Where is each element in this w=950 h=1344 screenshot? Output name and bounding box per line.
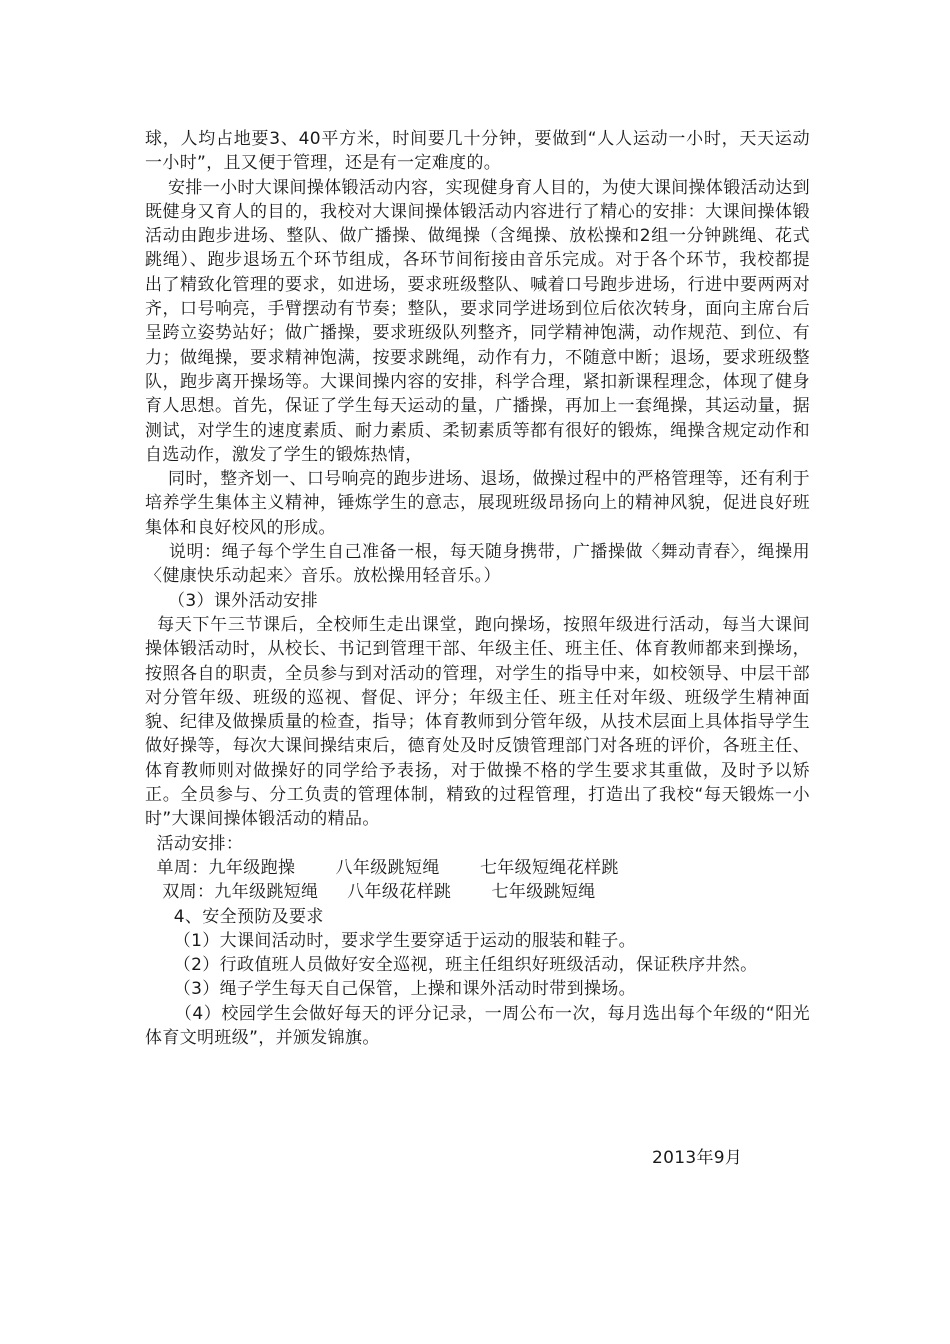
document-date: 2013年9月 — [652, 1148, 743, 1168]
section-heading-extracurricular: （3）课外活动安排 — [145, 590, 318, 611]
paragraph-note: 说明：绳子每个学生自己准备一根，每天随身携带，广播操做〈舞动青春〉，绳操用〈健康快乐动起来〉音乐。放松操用轻音乐。） — [145, 542, 811, 587]
safety-item-4: （4）校园学生会做好每天的评分记录，一周公布一次，每月选出每个年级的“阳光体育文明班级”，并颁发锦旗。 — [145, 1003, 810, 1048]
safety-item-1: （1）大课间活动时，要求学生要穿适于运动的服装和鞋子。 — [145, 930, 637, 951]
section-heading-safety: 4、安全预防及要求 — [145, 906, 324, 927]
paragraph-activity-content: 安排一小时大课间操体锻活动内容，实现健身育人目的，为使大课间操体锻活动达到既健身又育人的目的，我校对大课间操体锻活动内容进行了精心的安排：大课间操体锻活动由跑步进场、整队、做广播操、做绳操（含绳操、放松操和2组一分钟跳绳、花式跳绳）、跑步退场五个环节组成，各环节间衔接由音乐完成。对于各个环节，我校都提出了精致化管理的要求，如进场，要求班级整队、喊着口号跑步进场，行进中要两两对齐，口号响亮，手臂摆动有节奏；整队，要求同学进场到位后依次转身，面向主席台后呈跨立姿势站好；做广播操，要求班级队列整齐，同学精神饱满，动作规范、到位、有力；做绳操，要求精神饱满，按要求跳绳，动作有力，不随意中断；退场，要求班级整队，跑步离开操场等。大课间操内容的安排，科学合理，紧扣新课程理念，体现了健身育人思想。首先，保证了学生每天运动的量，广播操，再加上一套绳操，其运动量，据测试，对学生的速度素质、耐力素质、柔韧素质等都有很好的锻炼，绳操含规定动作和自选动作，激发了学生的锻炼热情， — [145, 177, 811, 465]
paragraph-continuation: 球，人均占地要3、40平方米，时间要几十分钟，要做到“人人运动一小时，天天运动一小时”，且又便于管理，还是有一定难度的。 — [145, 129, 810, 174]
schedule-even-week: 双周：九年级跳短绳 八年级花样跳 七年级跳短绳 — [145, 882, 596, 903]
safety-item-3: （3）绳子学生每天自己保管，上操和课外活动时带到操场。 — [145, 979, 637, 1000]
document-body — [145, 127, 810, 1050]
safety-item-2: （2）行政值班人员做好安全巡视，班主任组织好班级活动，保证秩序井然。 — [145, 955, 758, 976]
paragraph-extracurricular: 每天下午三节课后，全校师生走出课堂，跑向操场，按照年级进行活动，每当大课间操体锻活动时，从校长、书记到管理干部、年级主任、班主任、体育教师都来到操场，按照各自的职责，全员参与到对活动的管理，对学生的指导中来，如校领导、中层干部对分管年级、班级的巡视、督促、评分；年级主任、班主任对年级、班级学生精神面貌、纪律及做操质量的检查，指导；体育教师到分管年级，从技术层面上具体指导学生做好操等，每次大课间操结束后，德育处及时反馈管理部门对各班的评价，各班主任、体育教师则对做操好的同学给予表扬，对于做操不格的学生要求其重做，及时予以矫正。全员参与、分工负责的管理体制，精致的过程管理，打造出了我校“每天锻炼一小时”大课间操体锻活动的精品。 — [145, 614, 810, 830]
paragraph-collective-spirit: 同时，整齐划一、口号响亮的跑步进场、退场，做操过程中的严格管理等，还有利于培养学生集体主义精神，锤炼学生的意志，展现班级昂扬向上的精神风貌，促进良好班集体和良好校风的形成。 — [145, 469, 811, 538]
schedule-odd-week: 单周：九年级跑操 八年级跳短绳 七年级短绳花样跳 — [145, 857, 619, 878]
schedule-heading: 活动安排： — [145, 833, 244, 854]
